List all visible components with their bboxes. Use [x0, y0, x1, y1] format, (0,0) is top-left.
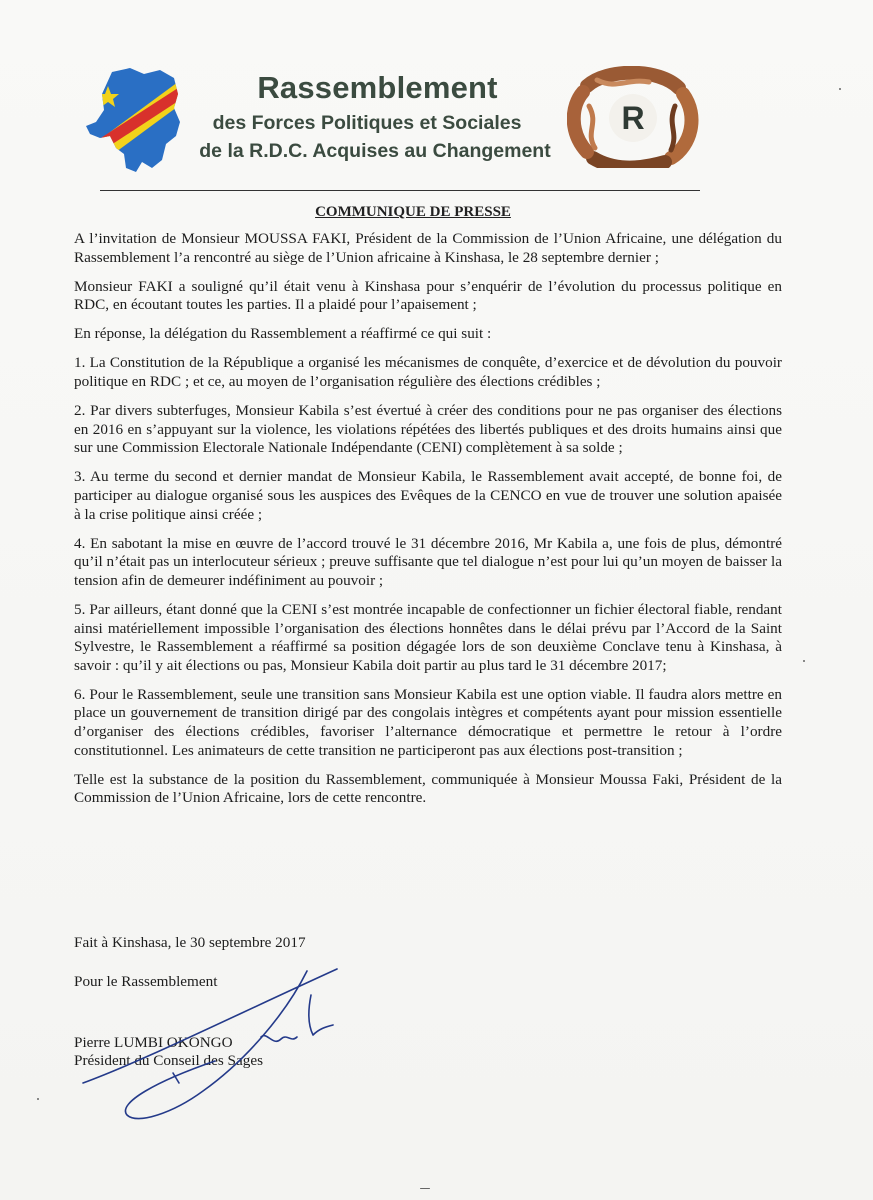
paragraph-point-2: 2. Par divers subterfuges, Monsieur Kabila s’est évertué à créer des conditions pour ne pas organiser des élections en 2016 en s’appuyant sur la violence, les violations répétées des libertés publiques et des droits humains ainsi que sur une Commission Electorale Nationale Indépendante (CENI) complètement à sa solde ; — [74, 402, 782, 457]
paragraph-response: En réponse, la délégation du Rassemblement a réaffirmé ce qui suit : — [74, 325, 492, 343]
paragraph-point-5: 5. Par ailleurs, étant donné que la CENI s’est montrée incapable de confectionner un fichier électoral fiable, rendant ainsi matériellement impossible l’organisation des élections honnêtes dans le délai prévu par l’Accord de la Saint Sylvestre, le Rassemblement a réaffirmé sa position dégagée lors de son deuxième Conclave tenu à Kinshasa, à savoir : qu’il y ait élections ou pas, Monsieur Kabila doit partir au plus tard le 31 décembre 2017; — [74, 601, 782, 674]
scan-speck — [803, 660, 805, 662]
scan-speck — [420, 1188, 430, 1189]
document-body — [74, 230, 782, 818]
document-title: COMMUNIQUE DE PRESSE — [315, 204, 511, 220]
date-line: Fait à Kinshasa, le 30 septembre 2017 — [74, 934, 306, 951]
paragraph-point-4: 4. En sabotant la mise en œuvre de l’accord trouvé le 31 décembre 2016, Mr Kabila a, une fois de plus, démontré qu’il n’était pas un interlocuteur sérieux ; preuve suffisante que tel dialogue n’est pour lui qu’un moyen de baisser la tension afin de demeurer indéfiniment au pouvoir ; — [74, 534, 782, 589]
org-subtitle-line-1: des Forces Politiques et Sociales — [212, 112, 522, 134]
handwritten-signature — [75, 965, 355, 1135]
paragraph-intro: A l’invitation de Monsieur MOUSSA FAKI, Président de la Commission de l’Union Africaine, une délégation du Rassemblement l’a rencontré au siège de l’Union africaine à Kinshasa, le 28 septembre dernier ; — [74, 230, 782, 266]
org-name: Rassemblement — [257, 70, 498, 105]
paragraph-conclusion: Telle est la substance de la position du Rassemblement, communiquée à Monsieur Moussa Faki, Président de la Commission de l’Union Africaine, lors de cette rencontre. — [74, 770, 782, 807]
paragraph-point-1: 1. La Constitution de la République a organisé les mécanismes de conquête, d’exercice et de dévolution du pouvoir politique en RDC ; et ce, au moyen de l’organisation régulière des élections crédibles ; — [74, 354, 782, 391]
paragraph-faki: Monsieur FAKI a souligné qu’il était venu à Kinshasa pour s’enquérir de l’évolution du processus politique en RDC, en écoutant toutes les parties. Il a plaidé pour l’apaisement ; — [74, 277, 782, 314]
org-subtitle-line-2: de la R.D.C. Acquises au Changement — [199, 140, 551, 162]
drc-map-flag-icon — [82, 64, 182, 176]
for-line: Pour le Rassemblement — [74, 973, 218, 990]
letterhead — [80, 62, 705, 180]
emblem-letter: R — [621, 100, 645, 136]
scan-speck — [839, 88, 841, 90]
paragraph-point-6: 6. Pour le Rassemblement, seule une transition sans Monsieur Kabila est une option viable. Il faudra alors mettre en place un gouvernement de transition dirigé par des congolais intègres et compétents ayant pour mission essentielle d’organiser des élections crédibles, favoriser l’alternance démocratique et permettre le retour à l’ordre constitutionnel. Les animateurs de cette transition ne participeront pas aux élections post-transition ; — [74, 685, 782, 759]
paragraph-point-3: 3. Au terme du second et dernier mandat de Monsieur Kabila, le Rassemblement avait accepté, de bonne foi, de participer au dialogue organisé sous les auspices des Evêques de la CENCO en vue de trouver une solution apaisée à la crise politique ainsi créée ; — [74, 468, 782, 523]
signatory-role: Président du Conseil des Sages — [74, 1052, 263, 1069]
signatory-name: Pierre LUMBI OKONGO — [74, 1034, 233, 1051]
joined-hands-circle-icon — [567, 66, 699, 168]
header-divider — [100, 190, 700, 191]
scan-speck — [37, 1098, 39, 1100]
